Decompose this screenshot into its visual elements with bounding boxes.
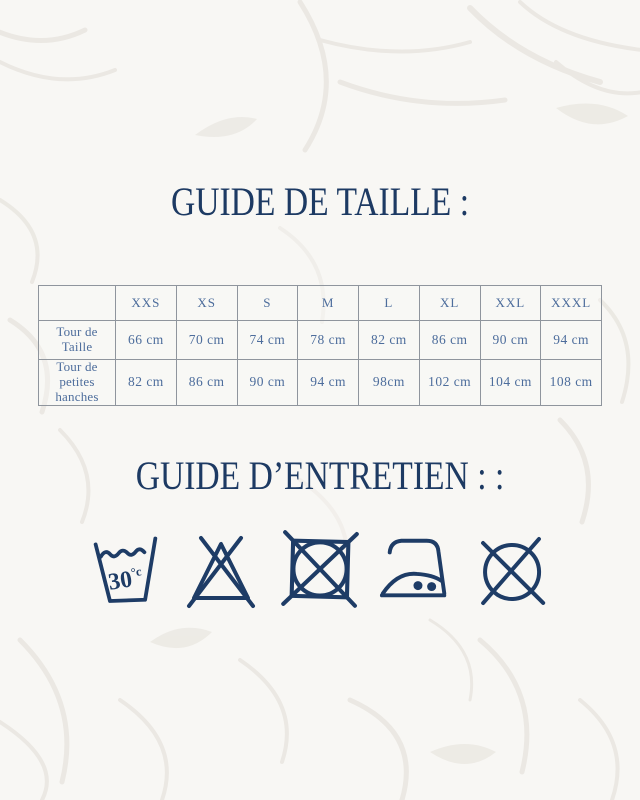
care-guide-title: GUIDE D’ENTRETIEN : : [135, 452, 505, 498]
size-table [38, 285, 602, 406]
size-value-cell: 86 cm [419, 321, 480, 360]
wash-temp-unit: °c [129, 564, 143, 580]
size-value-cell: 70 cm [176, 321, 237, 360]
row-label-hips: Tour de petites hanches [39, 360, 116, 406]
row-label-waist: Tour de Taille [39, 321, 116, 360]
size-value-cell: 94 cm [541, 321, 602, 360]
table-row-hips [39, 360, 602, 406]
size-column-header: XL [419, 286, 480, 321]
do-not-tumble-dry-icon [277, 526, 363, 614]
care-symbols-row [0, 527, 640, 613]
size-value-cell: 86 cm [176, 360, 237, 406]
do-not-dry-clean-icon [471, 526, 554, 613]
size-value-cell: 82 cm [116, 360, 177, 406]
do-not-bleach-icon [180, 528, 262, 612]
size-value-cell: 94 cm [298, 360, 359, 406]
size-header-row [39, 286, 602, 321]
iron-two-dots-icon [378, 528, 456, 612]
size-column-header: XS [176, 286, 237, 321]
size-value-cell: 66 cm [116, 321, 177, 360]
size-column-header: XXL [480, 286, 541, 321]
size-column-header: L [359, 286, 420, 321]
size-value-cell: 78 cm [298, 321, 359, 360]
svg-text:30°c [106, 564, 144, 596]
size-column-header: XXXL [541, 286, 602, 321]
size-value-cell: 90 cm [480, 321, 541, 360]
table-row-waist [39, 321, 602, 360]
size-value-cell: 102 cm [419, 360, 480, 406]
size-value-cell: 90 cm [237, 360, 298, 406]
size-column-header: S [237, 286, 298, 321]
size-value-cell: 104 cm [480, 360, 541, 406]
size-guide-title: GUIDE DE TAILLE : [170, 179, 470, 224]
size-value-cell: 82 cm [359, 321, 420, 360]
size-value-cell: 98cm [359, 360, 420, 406]
size-value-cell: 108 cm [541, 360, 602, 406]
size-column-header: XXS [116, 286, 177, 321]
wash-30c-icon [87, 527, 166, 614]
size-value-cell: 74 cm [237, 321, 298, 360]
wash-temp-label: 30 [106, 566, 135, 596]
size-column-header: M [298, 286, 359, 321]
size-table-corner-cell [39, 286, 116, 321]
